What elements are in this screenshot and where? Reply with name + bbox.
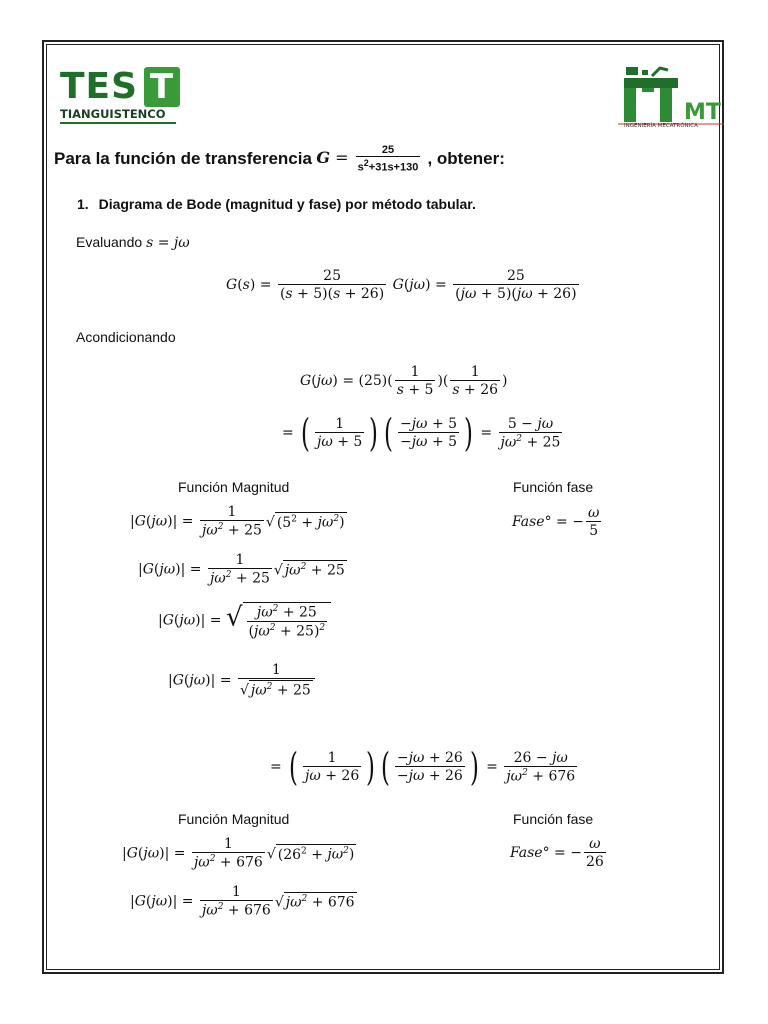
equation-conjugate-5: = ( $\frac{1}{j\omega + 5}$ ) ( $\frac{-j\omega + 5}{-j\omega + 5}$ ) = $\frac{5 - j\omega}{j\omega^2 + 25}$ xyxy=(282,411,561,455)
imt-logo xyxy=(616,64,728,130)
section-heading xyxy=(77,196,476,212)
imt-logo-letters: MT xyxy=(684,100,721,125)
tes-logo-letter: T xyxy=(149,66,174,107)
acondicionando-label: Acondicionando xyxy=(76,329,176,345)
fase-label-2: Función fase xyxy=(513,811,594,827)
magnitude-eq-2b: |G(jω)| = $\frac{1}{j\omega^2 + 676}$ √ $j\omega^2 + 676$ xyxy=(130,884,355,919)
imt-logo-subtitle: INGENIERÍA MECATRÓNICA xyxy=(624,123,698,129)
page-title xyxy=(54,144,505,174)
tes-logo xyxy=(60,66,180,124)
magnitud-label-1: Función Magnitud xyxy=(178,479,290,495)
magnitude-eq-1d: |G(jω)| = $\frac{1}{√ j\omega^2 + 25}$ xyxy=(168,662,317,699)
title-prefix: Para la función de transferencia xyxy=(54,148,312,168)
tes-logo-box xyxy=(144,67,180,107)
phase-eq-1: Fase° = − $\frac{\omega}{5}$ xyxy=(512,505,600,539)
phase-eq-2: Fase° = − $\frac{\omega}{26}$ xyxy=(510,836,604,870)
title-suffix: , obtener: xyxy=(427,148,505,168)
tes-logo-word: TES xyxy=(60,66,139,107)
section-title: Diagrama de Bode (magnitud y fase) por método tabular. xyxy=(98,196,476,212)
equation-gs-gjw: G(s) = $\frac{25}{(s + 5)(s + 26)}$ G(jω) = $\frac{25}{(j\omega + 5)(j\omega + 26)}$ xyxy=(226,268,577,302)
magnitud-label-2: Función Magnitud xyxy=(178,811,290,827)
equation-conjugate-26: = ( $\frac{1}{j\omega + 26}$ ) ( $\frac{-j\omega + 26}{-j\omega + 26}$ ) = $\frac{26 - j\omega}{j\omega^2 + 676}$ xyxy=(270,745,576,789)
magnitude-eq-1c: |G(jω)| = √ $\frac{j\omega^2 + 25}{(j\omega^2 + 25)^2}$ xyxy=(158,602,331,639)
evaluando-label: Evaluando xyxy=(76,234,143,250)
fase-label-1: Función fase xyxy=(513,479,594,495)
equation-factored: G(jω) = (25)( $\frac{1}{s + 5}$ )( $\frac{1}{s + 26}$ ) xyxy=(300,364,508,398)
magnitude-eq-1b: |G(jω)| = $\frac{1}{j\omega^2 + 25}$ √ $j\omega^2 + 25$ xyxy=(138,552,345,587)
magnitude-eq-1a: |G(jω)| = $\frac{1}{j\omega^2 + 25}$ √ $(5^2 + j\omega^2)$ xyxy=(130,504,345,539)
magnitude-eq-2a: |G(jω)| = $\frac{1}{j\omega^2 + 676}$ √ $(26^2 + j\omega^2)$ xyxy=(122,836,355,871)
section-number: 1. xyxy=(77,196,89,212)
evaluando-line xyxy=(76,234,190,251)
evaluando-formula: s = jω xyxy=(146,235,190,251)
title-formula: G = $\frac{25}{s^2+31s+130}$ xyxy=(316,144,419,174)
tes-logo-subtitle: TIANGUISTENCO xyxy=(60,107,176,124)
